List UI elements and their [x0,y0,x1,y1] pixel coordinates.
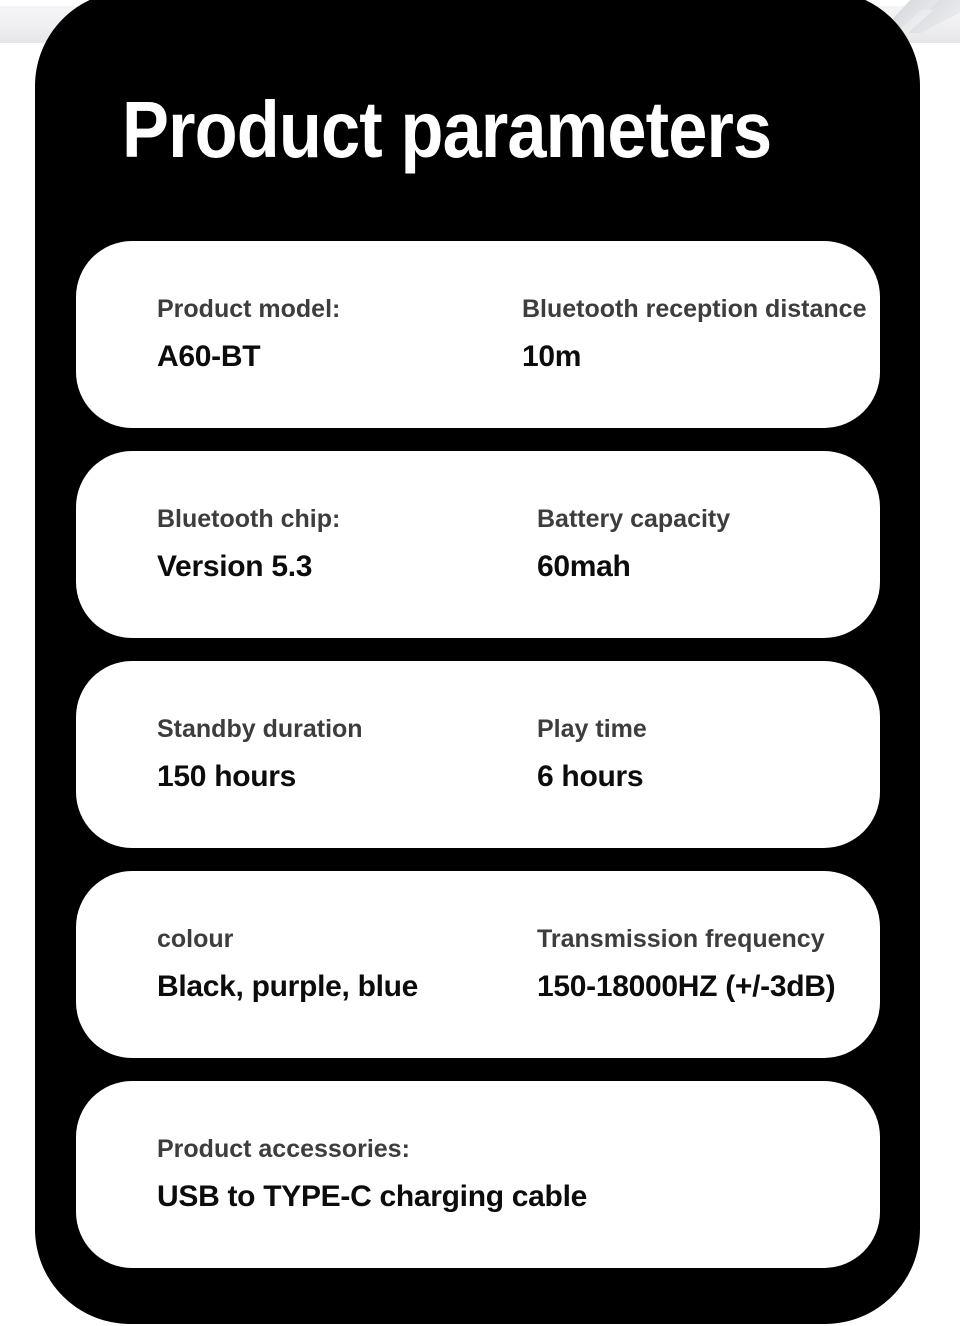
field-label: Transmission frequency [537,925,825,954]
field-label: Bluetooth chip: [157,505,341,534]
spec-field [537,714,866,794]
spec-field [537,504,866,584]
spec-card-list [76,241,880,1268]
spec-field [157,294,522,374]
field-value: Black, purple, blue [157,969,419,1003]
field-value: 6 hours [537,759,644,793]
spec-field [157,504,537,584]
spec-field [157,924,537,1004]
spec-field [157,714,537,794]
field-label: Play time [537,715,647,744]
page-title: Product parameters [122,85,772,174]
spec-card-duration [76,661,880,848]
spec-field [522,294,866,374]
field-value: 60mah [537,549,631,583]
field-value: 10m [522,339,582,373]
spec-card-model [76,241,880,428]
spec-field [157,1134,866,1214]
field-value: A60-BT [157,339,261,373]
field-label: Standby duration [157,715,363,744]
spec-card-colour [76,871,880,1058]
product-parameters-panel [35,0,920,1324]
field-label: colour [157,925,234,954]
field-label: Product accessories: [157,1135,410,1164]
spec-card-accessories [76,1081,880,1268]
field-label: Bluetooth reception distance [522,295,867,324]
field-value: 150 hours [157,759,297,793]
spec-card-chip [76,451,880,638]
field-label: Battery capacity [537,505,731,534]
field-label: Product model: [157,295,341,324]
field-value: Version 5.3 [157,549,313,583]
spec-field [537,924,866,1004]
field-value: 150-18000HZ (+/-3dB) [537,969,836,1003]
field-value: USB to TYPE-C charging cable [157,1179,587,1213]
